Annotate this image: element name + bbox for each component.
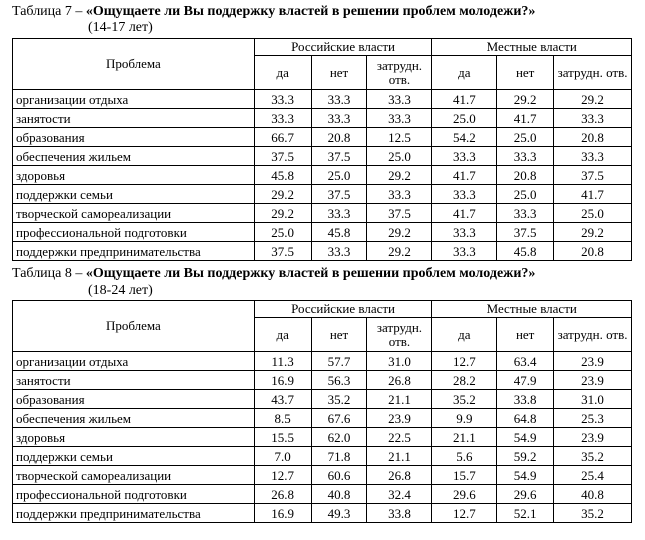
value-cell: 7.0 — [254, 447, 311, 466]
problem-label: творческой самореализации — [13, 204, 255, 223]
problem-label: профессиональной подготовки — [13, 223, 255, 242]
value-cell: 26.8 — [367, 371, 432, 390]
col-header-problem: Проблема — [13, 39, 255, 90]
value-cell: 29.6 — [432, 485, 497, 504]
value-cell: 29.2 — [554, 223, 632, 242]
problem-label: творческой самореализации — [13, 466, 255, 485]
value-cell: 33.3 — [311, 109, 367, 128]
table8-caption — [12, 266, 535, 282]
problem-label: профессиональной подготовки — [13, 485, 255, 504]
col-header-no: нет — [311, 318, 367, 352]
value-cell: 33.3 — [432, 242, 497, 261]
value-cell: 66.7 — [254, 128, 311, 147]
value-cell: 29.2 — [254, 185, 311, 204]
value-cell: 12.5 — [367, 128, 432, 147]
value-cell: 22.5 — [367, 428, 432, 447]
value-cell: 28.2 — [432, 371, 497, 390]
value-cell: 35.2 — [554, 504, 632, 523]
value-cell: 62.0 — [311, 428, 367, 447]
table-row — [13, 90, 632, 109]
problem-label: поддержки семьи — [13, 447, 255, 466]
value-cell: 25.0 — [497, 128, 554, 147]
value-cell: 33.3 — [497, 147, 554, 166]
value-cell: 54.2 — [432, 128, 497, 147]
value-cell: 23.9 — [554, 371, 632, 390]
group-header-local: Местные власти — [432, 39, 632, 56]
table-row — [13, 466, 632, 485]
value-cell: 29.2 — [254, 204, 311, 223]
value-cell: 12.7 — [254, 466, 311, 485]
value-cell: 5.6 — [432, 447, 497, 466]
value-cell: 33.8 — [367, 504, 432, 523]
table-row — [13, 185, 632, 204]
value-cell: 33.3 — [497, 204, 554, 223]
table7-caption — [12, 4, 535, 20]
problem-label: организации отдыха — [13, 352, 255, 371]
table-row — [13, 223, 632, 242]
value-cell: 29.6 — [497, 485, 554, 504]
problem-label: обеспечения жильем — [13, 147, 255, 166]
table-row — [13, 166, 632, 185]
value-cell: 37.5 — [497, 223, 554, 242]
value-cell: 25.0 — [311, 166, 367, 185]
value-cell: 60.6 — [311, 466, 367, 485]
problem-label: поддержки предпринимательства — [13, 242, 255, 261]
col-header-yes: да — [432, 318, 497, 352]
value-cell: 35.2 — [432, 390, 497, 409]
table-row — [13, 390, 632, 409]
value-cell: 26.8 — [254, 485, 311, 504]
value-cell: 25.4 — [554, 466, 632, 485]
value-cell: 29.2 — [367, 223, 432, 242]
table-row — [13, 128, 632, 147]
value-cell: 37.5 — [367, 204, 432, 223]
value-cell: 23.9 — [367, 409, 432, 428]
value-cell: 64.8 — [497, 409, 554, 428]
value-cell: 41.7 — [432, 204, 497, 223]
value-cell: 52.1 — [497, 504, 554, 523]
table-row — [13, 242, 632, 261]
table-row — [13, 147, 632, 166]
value-cell: 32.4 — [367, 485, 432, 504]
value-cell: 71.8 — [311, 447, 367, 466]
table-row — [13, 352, 632, 371]
value-cell: 20.8 — [554, 242, 632, 261]
value-cell: 33.3 — [311, 204, 367, 223]
value-cell: 37.5 — [311, 185, 367, 204]
value-cell: 57.7 — [311, 352, 367, 371]
problem-label: занятости — [13, 109, 255, 128]
value-cell: 23.9 — [554, 352, 632, 371]
value-cell: 33.3 — [432, 223, 497, 242]
value-cell: 25.0 — [432, 109, 497, 128]
value-cell: 12.7 — [432, 504, 497, 523]
value-cell: 47.9 — [497, 371, 554, 390]
value-cell: 33.3 — [432, 147, 497, 166]
col-header-no: нет — [311, 56, 367, 90]
col-header-no: нет — [497, 56, 554, 90]
value-cell: 33.3 — [554, 147, 632, 166]
value-cell: 59.2 — [497, 447, 554, 466]
table7 — [12, 38, 632, 261]
table-row — [13, 447, 632, 466]
col-header-hard: затрудн. отв. — [367, 56, 432, 90]
value-cell: 33.3 — [367, 185, 432, 204]
table8 — [12, 300, 632, 523]
value-cell: 45.8 — [311, 223, 367, 242]
value-cell: 54.9 — [497, 428, 554, 447]
value-cell: 40.8 — [554, 485, 632, 504]
value-cell: 9.9 — [432, 409, 497, 428]
col-header-yes: да — [254, 56, 311, 90]
value-cell: 56.3 — [311, 371, 367, 390]
group-header-russian: Российские власти — [254, 39, 432, 56]
value-cell: 16.9 — [254, 371, 311, 390]
problem-label: образования — [13, 390, 255, 409]
value-cell: 21.1 — [432, 428, 497, 447]
col-header-no: нет — [497, 318, 554, 352]
value-cell: 33.3 — [254, 109, 311, 128]
table7-age: (14-17 лет) — [88, 20, 153, 35]
col-header-yes: да — [432, 56, 497, 90]
value-cell: 29.2 — [554, 90, 632, 109]
value-cell: 35.2 — [554, 447, 632, 466]
problem-label: здоровья — [13, 166, 255, 185]
value-cell: 15.7 — [432, 466, 497, 485]
value-cell: 11.3 — [254, 352, 311, 371]
value-cell: 25.0 — [554, 204, 632, 223]
table8-age: (18-24 лет) — [88, 283, 153, 298]
value-cell: 41.7 — [554, 185, 632, 204]
table-row — [13, 109, 632, 128]
value-cell: 33.3 — [367, 90, 432, 109]
problem-label: образования — [13, 128, 255, 147]
table-row — [13, 504, 632, 523]
value-cell: 63.4 — [497, 352, 554, 371]
value-cell: 45.8 — [254, 166, 311, 185]
value-cell: 25.3 — [554, 409, 632, 428]
table-row — [13, 485, 632, 504]
value-cell: 67.6 — [311, 409, 367, 428]
value-cell: 33.3 — [311, 90, 367, 109]
value-cell: 21.1 — [367, 390, 432, 409]
value-cell: 21.1 — [367, 447, 432, 466]
table-row — [13, 428, 632, 447]
problem-label: занятости — [13, 371, 255, 390]
value-cell: 41.7 — [432, 90, 497, 109]
value-cell: 33.3 — [254, 90, 311, 109]
table-row — [13, 409, 632, 428]
value-cell: 23.9 — [554, 428, 632, 447]
table7-caption-prefix: Таблица 7 – — [12, 4, 86, 19]
problem-label: поддержки предпринимательства — [13, 504, 255, 523]
value-cell: 37.5 — [254, 147, 311, 166]
value-cell: 35.2 — [311, 390, 367, 409]
value-cell: 20.8 — [497, 166, 554, 185]
value-cell: 15.5 — [254, 428, 311, 447]
value-cell: 41.7 — [497, 109, 554, 128]
value-cell: 31.0 — [554, 390, 632, 409]
problem-label: организации отдыха — [13, 90, 255, 109]
group-header-local: Местные власти — [432, 301, 632, 318]
value-cell: 25.0 — [254, 223, 311, 242]
value-cell: 20.8 — [311, 128, 367, 147]
value-cell: 29.2 — [497, 90, 554, 109]
value-cell: 8.5 — [254, 409, 311, 428]
table8-caption-title: «Ощущаете ли Вы поддержку властей в решении проблем молодежи?» — [85, 266, 536, 281]
value-cell: 12.7 — [432, 352, 497, 371]
value-cell: 25.0 — [367, 147, 432, 166]
value-cell: 16.9 — [254, 504, 311, 523]
table-row — [13, 371, 632, 390]
value-cell: 33.3 — [311, 242, 367, 261]
problem-label: обеспечения жильем — [13, 409, 255, 428]
group-header-russian: Российские власти — [254, 301, 432, 318]
value-cell: 33.3 — [367, 109, 432, 128]
value-cell: 29.2 — [367, 242, 432, 261]
value-cell: 25.0 — [497, 185, 554, 204]
col-header-hard: затрудн. отв. — [367, 318, 432, 352]
table8-caption-prefix: Таблица 8 – — [12, 266, 86, 281]
table7-caption-title: «Ощущаете ли Вы поддержку властей в решении проблем молодежи?» — [85, 4, 536, 19]
value-cell: 37.5 — [254, 242, 311, 261]
value-cell: 54.9 — [497, 466, 554, 485]
problem-label: здоровья — [13, 428, 255, 447]
col-header-yes: да — [254, 318, 311, 352]
value-cell: 20.8 — [554, 128, 632, 147]
table-row — [13, 204, 632, 223]
value-cell: 33.8 — [497, 390, 554, 409]
col-header-problem: Проблема — [13, 301, 255, 352]
value-cell: 43.7 — [254, 390, 311, 409]
value-cell: 29.2 — [367, 166, 432, 185]
col-header-hard: затрудн. отв. — [554, 318, 632, 352]
value-cell: 41.7 — [432, 166, 497, 185]
col-header-hard: затрудн. отв. — [554, 56, 632, 90]
value-cell: 40.8 — [311, 485, 367, 504]
value-cell: 49.3 — [311, 504, 367, 523]
value-cell: 26.8 — [367, 466, 432, 485]
problem-label: поддержки семьи — [13, 185, 255, 204]
value-cell: 37.5 — [311, 147, 367, 166]
value-cell: 31.0 — [367, 352, 432, 371]
value-cell: 33.3 — [554, 109, 632, 128]
value-cell: 33.3 — [432, 185, 497, 204]
value-cell: 37.5 — [554, 166, 632, 185]
value-cell: 45.8 — [497, 242, 554, 261]
